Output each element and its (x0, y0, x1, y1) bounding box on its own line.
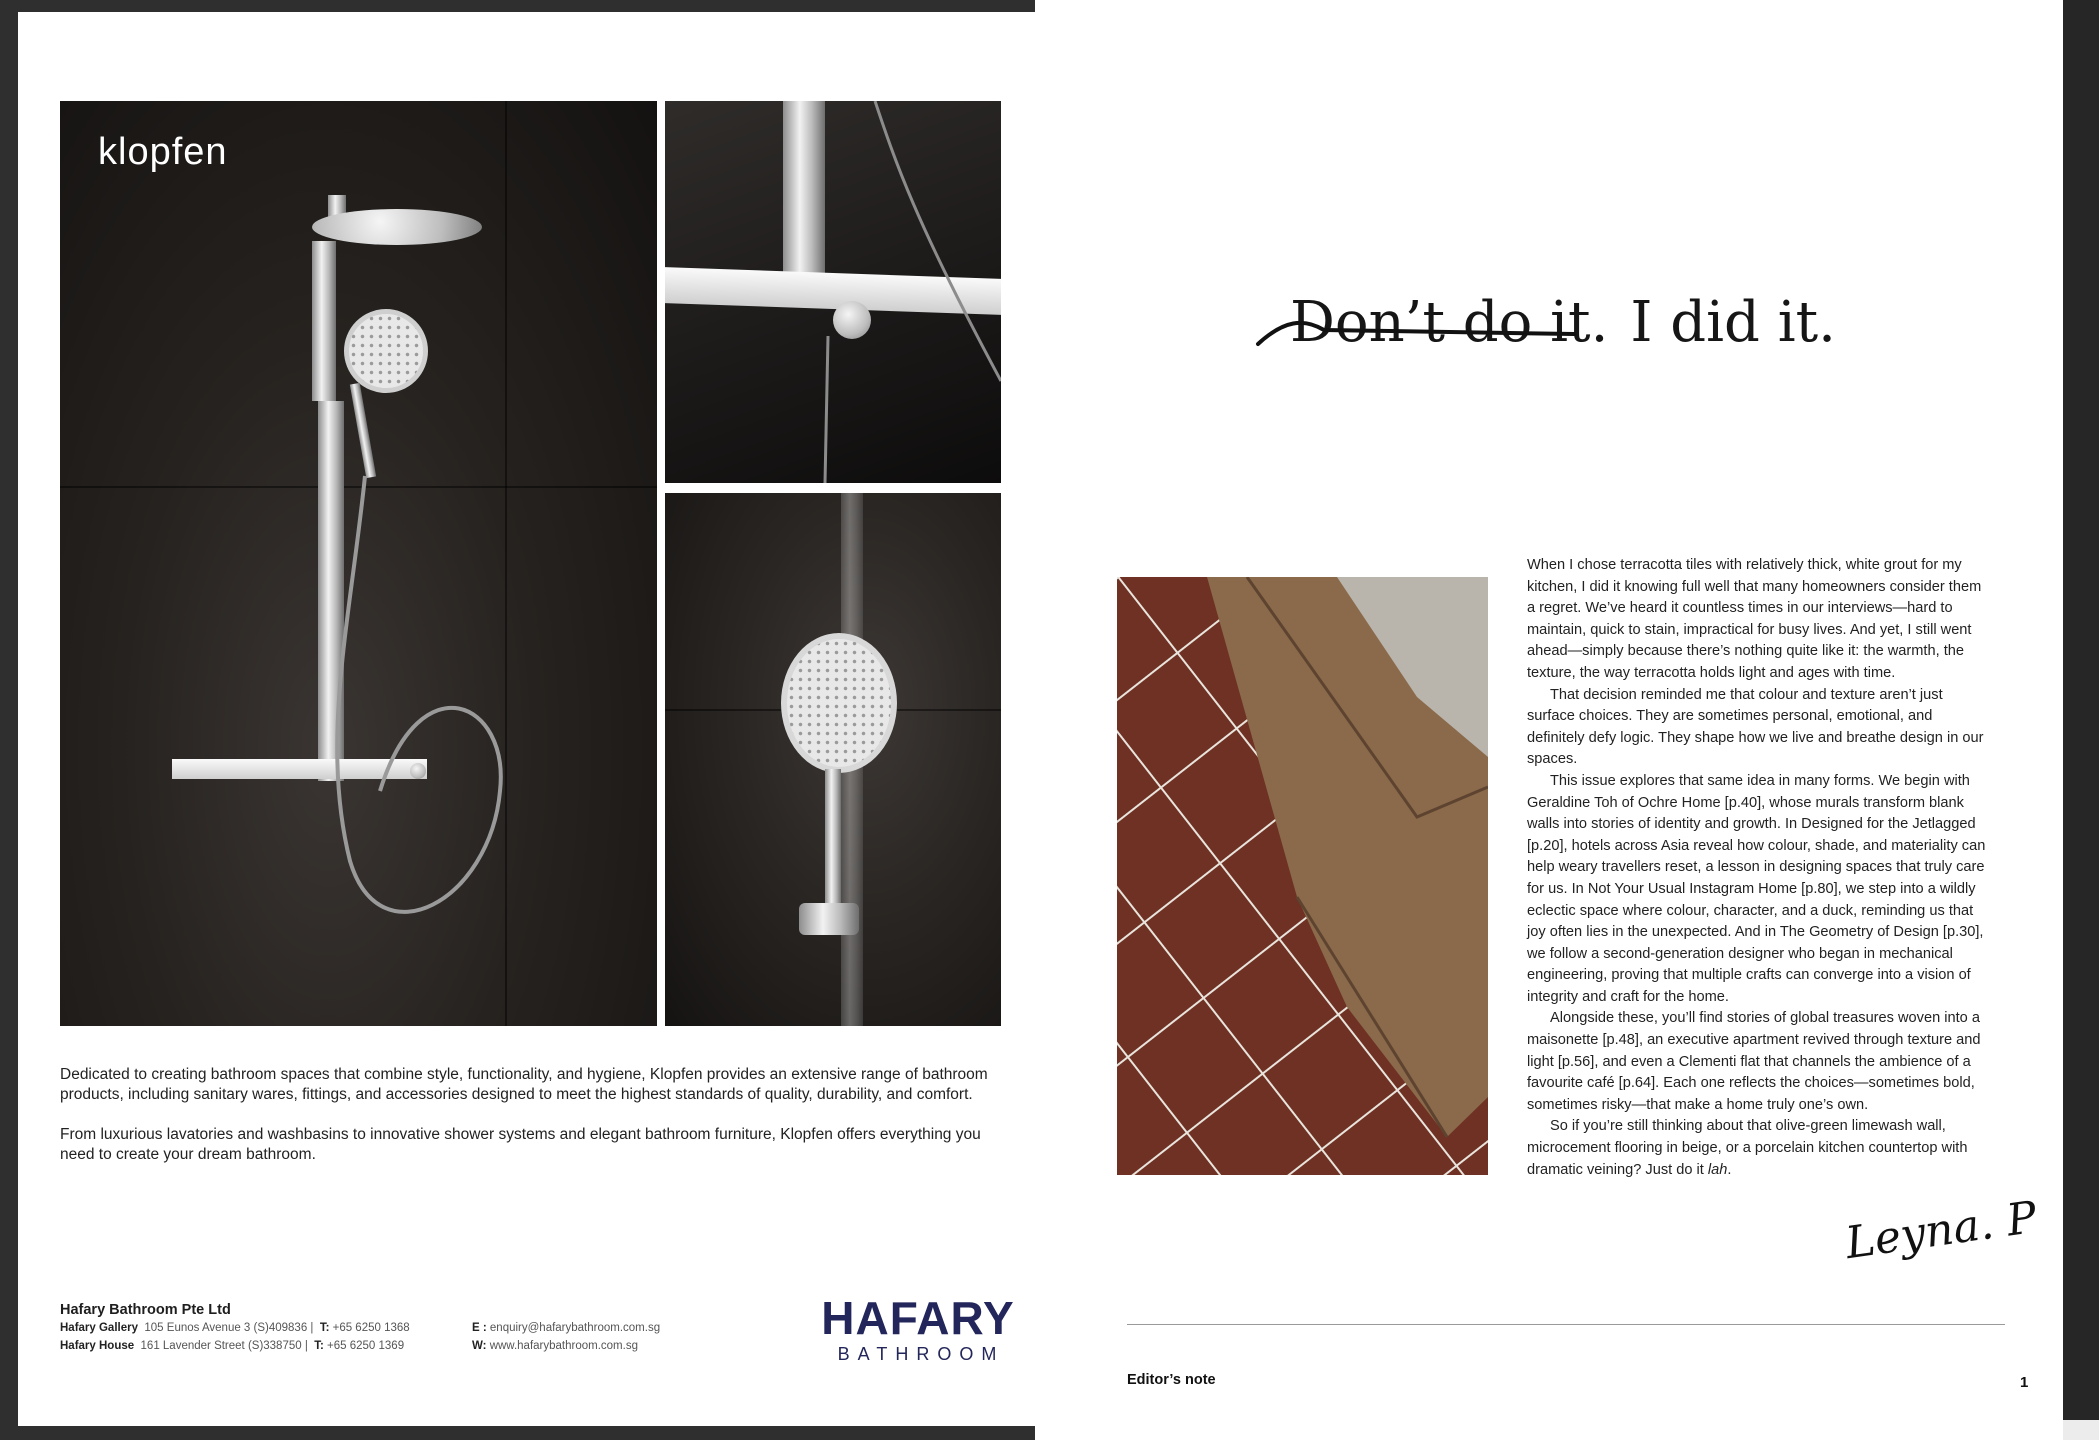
headline-text: I did it. (1630, 290, 1836, 355)
final-paragraph-italic: lah (1707, 1161, 1728, 1178)
editor-paragraph: This issue explores that same idea in many forms. We begin with Geraldine Toh of Ochre Home [p.40], whose murals transform blank walls into stories of identity and growth. In Designed for the Jetlagged [p.20], hotels across Asia reveal how colour, shade, and materiality can help weary travellers reset, a lesson in designing spaces that truly care for us. In Not Your Usual Instagram Home [p.80], we step into a wildly eclectic space where colour, character, and a duck, reminding us that joy often lies in the unexpected. And in The Geometry of Design [p.30], we follow a second-generation designer who began in mechanical engineering, proving that multiple crafts can converge into a vision of integrity and craft for the home. (1527, 772, 1986, 1005)
struck-phrase (1290, 290, 1608, 355)
page-number: 1 (2020, 1374, 2029, 1391)
terracotta-tiles-photo (1117, 577, 1488, 1175)
editor-signature: Leyna. P (1842, 1191, 2040, 1270)
final-paragraph-text: So if you’re still thinking about that olive-green limewash wall, microcement flooring in beige, or a porcelain kitchen countertop with dramatic veining? Just do it (1527, 1118, 1968, 1178)
email-label: E : (472, 1322, 487, 1334)
footer-divider (1127, 1324, 2005, 1325)
klopfen-logo: klopfen (98, 131, 228, 173)
house-address: 161 Lavender Street (S)338750 (140, 1340, 302, 1352)
viewer-corner (2063, 1420, 2099, 1440)
house-phone-label: T: (314, 1340, 324, 1352)
house-phone: +65 6250 1369 (327, 1340, 405, 1352)
editor-paragraph: When I chose terracotta tiles with relatively thick, white grout for my kitchen, I did it knowing full well that many homeowners consider them a regret. We’ve heard it countless times in our interviews—hard to maintain, quick to stain, impractical for busy lives. And yet, I still went ahead—simply because there’s nothing quite like it: the warmth, the texture, the way terracotta holds light and ages with time. (1527, 557, 1982, 681)
web-contact (472, 1340, 638, 1352)
gallery-phone: +65 6250 1368 (332, 1322, 410, 1334)
hose-detail (665, 101, 1001, 483)
viewer-top-bar (0, 0, 1035, 12)
advert-paragraph-1: Dedicated to creating bathroom spaces that combine style, functionality, and hygiene, Klopfen provides an extensive range of bathroom products, including sanitary wares, fittings, and accessories designed to meet the highest standards of quality, durability, and comfort. (60, 1066, 988, 1103)
shower-hose (60, 101, 657, 1026)
house-label: Hafary House (60, 1340, 135, 1352)
gallery-address: 105 Eunos Avenue 3 (S)409836 (144, 1322, 308, 1334)
hand-shower-handle-closeup (825, 769, 841, 909)
email-contact (472, 1322, 660, 1334)
section-label: Editor’s note (1127, 1372, 1216, 1388)
slider-bracket (799, 903, 859, 935)
web-label: W: (472, 1340, 487, 1352)
hafary-logo-word: HAFARY (821, 1292, 1015, 1344)
final-paragraph-end: . (1727, 1161, 1732, 1178)
hafary-logo (820, 1294, 1016, 1366)
editor-paragraph: That decision reminded me that colour and texture aren’t just surface choices. They are sometimes personal, emotional, and definitely defy logic. They shape how we live and breathe design in our spaces. (1527, 686, 1984, 768)
hafary-logo-sub: BATHROOM (837, 1344, 1005, 1364)
editor-note-body (1527, 555, 1992, 1181)
viewer-left-gutter (0, 0, 18, 1440)
web-link[interactable]: www.hafarybathroom.com.sg (489, 1340, 638, 1352)
viewer-bottom-bar (0, 1426, 1035, 1440)
advert-paragraph-2: From luxurious lavatories and washbasins to innovative shower systems and elegant bathroom furniture, Klopfen offers everything you need to create your dream bathroom. (60, 1126, 981, 1163)
gallery-label: Hafary Gallery (60, 1322, 138, 1334)
shower-system-photo (60, 101, 657, 1026)
editor-paragraph: Alongside these, you’ll find stories of global treasures woven into a maisonette [p.48], an executive apartment revived through texture and light [p.56], and even a Clementi flat that channels the ambience of a favourite café [p.64]. Each one reflects the choices—sometimes bold, sometimes risky—that make a home truly one’s own. (1527, 1010, 1981, 1113)
hand-shower-photo (665, 493, 1001, 1026)
strikethrough-scribble (1254, 300, 1584, 360)
house-contact: Hafary House 161 Lavender Street (S)338750 | T: +65 6250 1369 (60, 1340, 405, 1352)
editor-paragraph-final (1527, 1116, 1992, 1181)
editorial-headline (1290, 290, 1836, 355)
gallery-contact: Hafary Gallery 105 Eunos Avenue 3 (S)409836 | T: +65 6250 1368 (60, 1322, 410, 1334)
hand-shower-closeup (781, 633, 897, 773)
gallery-phone-label: T: (319, 1322, 330, 1334)
company-name: Hafary Bathroom Pte Ltd (60, 1302, 231, 1318)
struck-text: Don’t do it. (1290, 290, 1609, 355)
shelf-detail-photo (665, 101, 1001, 483)
email-link[interactable]: enquiry@hafarybathroom.com.sg (489, 1322, 661, 1334)
tile-grid (1117, 577, 1488, 1175)
viewer-scrollbar[interactable] (2063, 0, 2099, 1440)
advert-page (18, 12, 1035, 1426)
